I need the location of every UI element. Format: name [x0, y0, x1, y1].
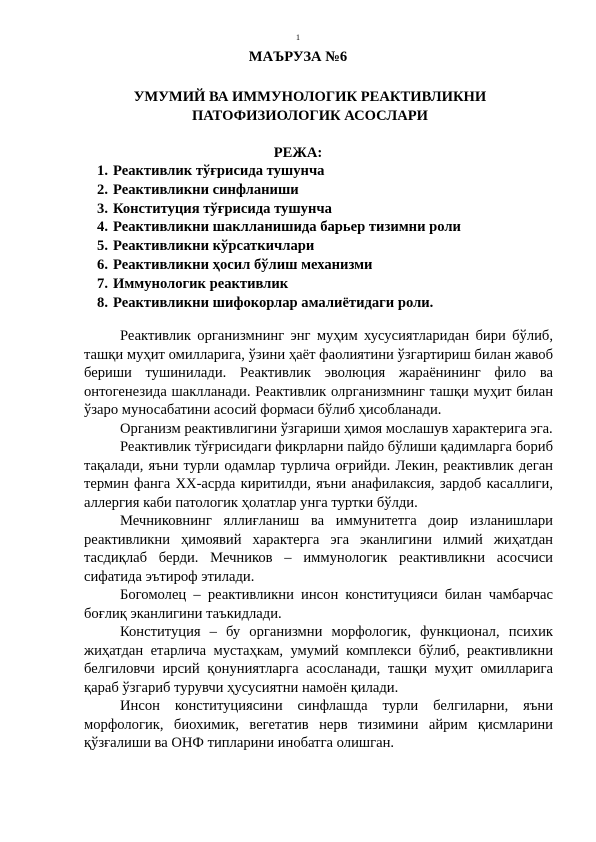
plan-item: [70, 181, 530, 200]
body-paragraph: Реактивлик организмнинг энг муҳим хусусиятларидан бири бўлиб, ташқи муҳит омилларига, ўзини ҳаёт фаолиятини ўзгартириш билан жавоб бериши тушинилади. Реактивлик эволюция жараёнининг фило ва онтогенезида шаклланади. Реактивлик олрганизмнинг ташқи муҳит билан ўзаро муносабатини асосий формаси бўлиб ҳисобланади.: [84, 328, 553, 418]
plan-list: [70, 162, 530, 312]
plan-item-number: 3.: [97, 200, 108, 217]
body-paragraph: Организм реактивлигини ўзгариши ҳимоя мослашув характерига эга.: [120, 420, 553, 437]
plan-item-text: Реактивликни кўрсаткичлари: [113, 238, 315, 255]
plan-item-number: 4.: [97, 219, 108, 236]
plan-item: [70, 256, 530, 275]
plan-item-text: Конституция тўғрисида тушунча: [113, 200, 332, 217]
plan-item-text: Реактивликни ҳосил бўлиш механизми: [113, 256, 373, 273]
plan-item-number: 6.: [97, 256, 108, 273]
plan-item: [70, 162, 530, 181]
body-paragraph: Богомолец – реактивликни инсон конституцияси билан чамбарчас боғлиқ эканлигини таъкидлади.: [84, 587, 553, 622]
plan-heading: РЕЖА:: [273, 145, 323, 161]
page-number: 1: [296, 33, 300, 42]
plan-item: [70, 218, 530, 237]
lecture-body: [84, 327, 553, 753]
plan-item: [70, 294, 530, 313]
plan-item-number: 5.: [97, 238, 108, 255]
lecture-title: МАЪРУЗА №6: [248, 49, 348, 65]
plan-item-number: 8.: [97, 294, 108, 311]
plan-item-text: Реактивликни шифокорлар амалиётидаги роли.: [113, 294, 434, 311]
body-paragraph: Мечниковнинг яллиғланиш ва иммунитетга доир изланишлари реактивликни ҳимоявий характерга эга эканлигини илмий жиҳатдан тасдиқлаб берди. Мечников – иммунологик реактивликни асосчиси сифатида эътироф этилади.: [84, 513, 553, 585]
plan-item-number: 1.: [97, 163, 108, 179]
plan-item: [70, 200, 530, 219]
plan-item-number: 2.: [97, 181, 108, 198]
body-paragraph: Реактивлик тўғрисидаги фикрларни пайдо бўлиши қадимларга бориб тақалади, яъни турли одамлар турлича оғрийди. Лекин, реактивлик деган термин фанга XX-асрда киритилди, яъни анафилаксия, зардоб касаллиги, аллергия каби патологик ҳолатлар унга туртки бўлди.: [84, 439, 553, 511]
plan-item-text: Иммунологик реактивлик: [113, 275, 289, 292]
plan-item-text: Реактивликни шаклланишида барьер тизимни роли: [113, 219, 461, 236]
plan-item: [70, 275, 530, 294]
body-paragraph: Конституция – бу организмни морфологик, функционал, психик жиҳатдан етарлича мустаҳкам, умумий комплекси бўлиб, реактивликни белгиловчи ирсий қонуниятларга асосланади, ташқи муҳит омилларига қараб ўзгариб турувчи ҳусусиятни намоён қилади.: [84, 624, 553, 696]
lecture-subtitle: УМУМИЙ ВА ИММУНОЛОГИК РЕАКТИВЛИКНИ ПАТОФИЗИОЛОГИК АСОСЛАРИ: [133, 89, 487, 124]
plan-item-number: 7.: [97, 275, 108, 292]
plan-item-text: Реактивлик тўғрисида тушунча: [113, 163, 325, 179]
body-paragraph: Инсон конституциясини синфлашда турли белгиларни, яъни морфологик, биохимик, вегетатив нерв тизимини айрим қисмларини қўзғалиши ва ОНФ типларини инобатга олишган.: [84, 698, 553, 751]
plan-item: [70, 237, 530, 256]
plan-item-text: Реактивликни синфланиши: [113, 181, 299, 198]
